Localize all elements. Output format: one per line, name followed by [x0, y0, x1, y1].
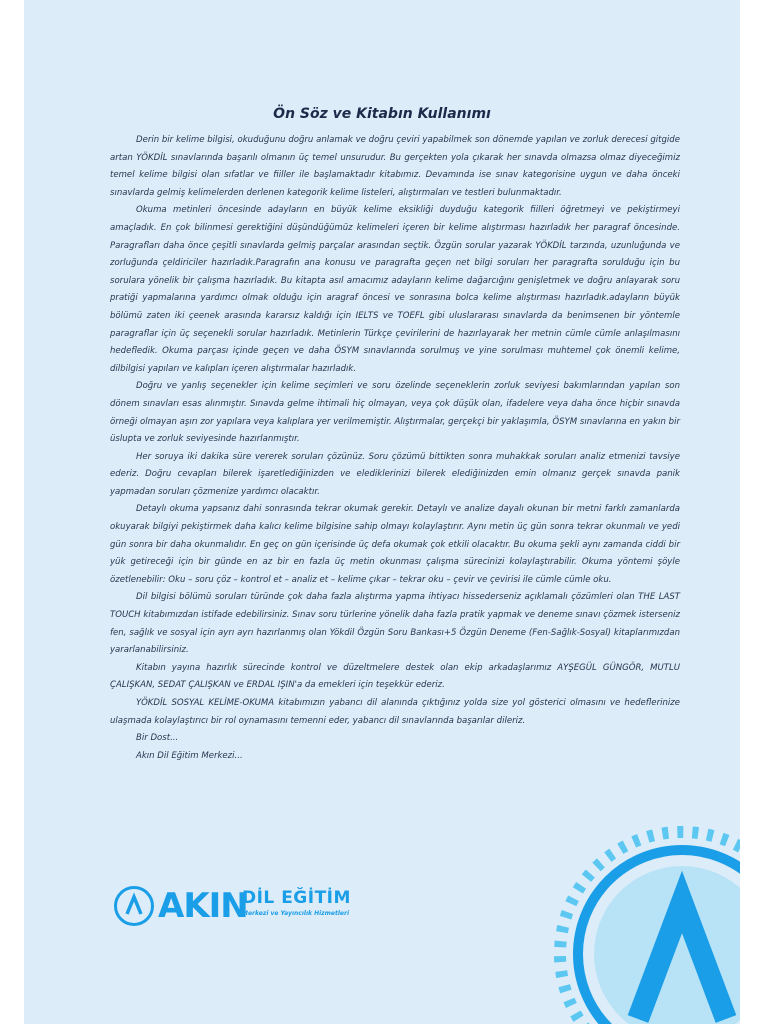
logo-akin-text: AKIN — [158, 886, 248, 926]
paragraph: YÖKDİL SOSYAL KELİME-OKUMA kitabımızın yabancı dil alanında çıktığınız yolda size yol gösterici olmasını ve hedeflerinize ulaşmada kolaylaştırıcı bir rol oynamasını temenni eder, yabancı dil sınavlarında başarılar dileriz. — [110, 698, 680, 726]
paragraph: Her soruya iki dakika süre vererek soruları çözünüz. Soru çözümü bittikten sonra muhakkak soruları analiz etmenizi tavsiye ederiz. Doğru cevapları bilerek işaretlediğinizden ve elediklerinizi bilerek elediğinizden emin olmanız gerçek sınavda panik yapmadan soruları çözmenize yardımcı olacaktır. — [110, 451, 680, 497]
closing-signature: Akın Dil Eğitim Merkezi... — [136, 750, 243, 761]
paragraph: Dil bilgisi bölümü soruları türünde çok daha fazla alıştırma yapma ihtiyacı hissederseniz açıklamalı çözümleri olan THE LAST TOUCH kitabımızdan istifade edebilirsiniz. Sınav soru türlerine yönelik daha fazla pratik yapmak ve deneme sınavı çözmek isterseniz fen, sağlık ve sosyal için ayrı ayrı hazırlanmış olan Yökdil Özgün Soru Bankası+5 Özgün Deneme (Fen-Sağlık-Sosyal) kitaplarımızdan yararlanabilirsiniz. — [110, 592, 680, 656]
decorative-logo-emblem — [546, 814, 740, 1024]
paragraph: Okuma metinleri öncesinde adayların en büyük kelime eksikliği duyduğu kategorik fiilleri öğretmeyi ve pekiştirmeyi amaçladık. En çok bilinmesi gerektiğini düşündüğümüz kelimeleri içeren bir kelime alıştırması hazırladık her paragraf öncesinde. Paragrafları daha önce çeşitli sınavlarda gelmiş parçalar arasından seçtik. Özgün sorular yazarak YÖKDİL tarzında, uzunluğunda ve zorluğunda çeldiriciler hazırladık.Paragrafın ana konusu ve paragrafta geçen net bilgi soruları her paragrafta sorulduğu için bu sorulara yönelik bir çalışma hazırladık. Bu kitapta asıl amacımız adayların kelime dağarcığını genişletmek ve doğru anlayarak soru pratiği yapmalarına yardımcı olmak olduğu için aragraf öncesi ve sonrasına bolca kelime alıştırması hazırladık.adayların büyük bölümü zaten iki çeenek arasında kararsız kaldığı için IELTS ve TOEFL gibi uluslararası sınavlarda da benimsenen bir yöntemle paragraflar için üç seçenekli sorular hazırladık. Metinlerin Türkçe çevirilerini de hazırlayarak her metnin cümle cümle anlaşılmasını hedefledik. Okuma parçası içinde geçen ve daha ÖSYM sınavlarında sorulmuş ve yine sorulması muhtemel çok önemli kelime, dilbilgisi yapıları ve kalıpları içeren alıştırmalar hazırladık. — [110, 205, 680, 374]
paragraph: Kitabın yayına hazırlık sürecinde kontrol ve düzeltmelere destek olan ekip arkadaşlarımız AYŞEGÜL GÜNGÖR, MUTLU ÇALIŞKAN, SEDAT ÇALIŞKAN ve ERDAL IŞIN'a da emekleri için teşekkür ederiz. — [110, 662, 680, 691]
paragraph: Detaylı okuma yapsanız dahi sonrasında tekrar okumak gerekir. Detaylı ve analize dayalı okunan bir metni farklı zamanlarda okuyarak bilgiyi pekiştirmek daha kalıcı kelime bilgisine sahip olmayı kolaylaştırır. Aynı metin üç gün sonra tekrar okunmalı ve yedi gün sonra bir daha okunmalıdır. En geç on gün içerisinde üç defa okumak çok etkili olacaktır. Bu okuma şekli aynı zamanda ciddi bir yük getireceği için bir günde en az bir en fazla üç metin okunması çalışma sürecinizi kolaylaştırabilir. Okuma yöntemi şöyle özetlenebilir: Oku – soru çöz – kontrol et – analiz et – kelime çıkar – tekrar oku – çevir ve çevirisi ile cümle cümle oku. — [110, 504, 680, 585]
document-page — [24, 0, 740, 1024]
closing-line: Bir Dost... — [136, 733, 179, 744]
paragraph: Derin bir kelime bilgisi, okuduğunu doğru anlamak ve doğru çeviri yapabilmek son dönemde yapılan ve zorluk derecesi gitgide artan YÖKDİL sınavlarında başarılı olmanın üç temel unsurudur. Bu gerçekten yola çıkarak her sınavda olmazsa olmaz diyeceğimiz temel kelime bilgisi olan sıfatlar ve fiiller ile başlamaktadır kitabımız. Devamında ise sınav kategorisine uygun ve daha önceki sınavlarda gelmiş kelimelerden derlenen kategorik kelime listeleri, alıştırmaları ve testleri bulunmaktadır. — [110, 135, 680, 198]
logo-a-icon — [114, 886, 154, 926]
foreword-body — [110, 132, 680, 765]
page-title: Ön Söz ve Kitabın Kullanımı — [273, 106, 491, 122]
logo-dil-egitim-text: DİL EĞİTİM — [242, 888, 351, 908]
akin-dil-egitim-logo — [114, 886, 354, 936]
logo-subtitle: Merkezi ve Yayıncılık Hizmetleri — [242, 910, 349, 917]
paragraph: Doğru ve yanlış seçenekler için kelime seçimleri ve soru özelinde seçeneklerin zorluk seviyesi bakımlarından yapılan son dönem sınavları esas alınmıştır. Sınavda gelme ihtimali hiç olmayan, veya çok düşük olan, ifadelere veya daha önce hiçbir sınavda örneği olmayan aşırı zor yapılara veya kalıplara yer verilmemiştir. Alıştırmalar, gerçekçi bir yaklaşımla, ÖSYM sınavlarına en yakın bir üslupta ve zorluk seviyesinde hazırlanmıştır. — [110, 381, 680, 445]
